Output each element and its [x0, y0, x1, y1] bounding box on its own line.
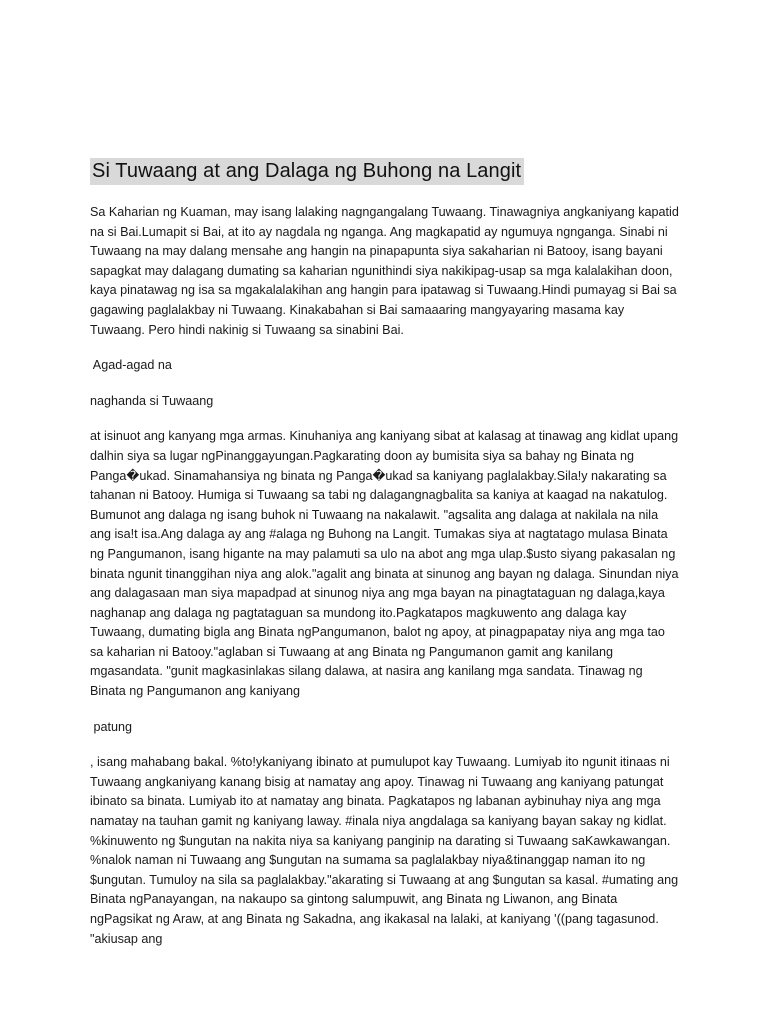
paragraph-6: , isang mahabang bakal. %to!ykaniyang ibinato at pumulupot kay Tuwaang. Lumiyab ito ngunit itinaas ni Tuwaang angkaniyang kanang bisig at namatay ang apoy. Tinawag ni Tuwaang ang kaniyang patungat ibinato sa binata. Lumiyab ito at namatay ang binata. Pagkatapos ng labanan aybinuhay niya ang mga namatay na tauhan gamit ng kaniyang laway. #inala niya angdalaga sa kaniyang bayan sakay ng kidlat. %kinuwento ng $ungutan na nakita niya sa kaniyang panginip na darating si Tuwaang saKawkawangan. %nalok naman ni Tuwaang ang $ungutan na sumama sa paglalakbay niya&tinanggap naman ito ng $ungutan. Tumuloy na sila sa paglalakbay."akarating si Tuwaang at ang $ungutan sa kasal. #umating ang Binata ngPanayangan, na nakaupo sa gintong salumpuwit, ang Binata ng Liwanon, ang Binata ngPagsikat ng Araw, at ang Binata ng Sakadna, ang ikakasal na lalaki, at kaniyang '((pang tagasunod. "akiusap ang	[90, 755, 679, 946]
paragraph-5: patung	[90, 719, 133, 734]
paragraph-2: Agad-agad na	[90, 358, 172, 373]
document-title: Si Tuwaang at ang Dalaga ng Buhong na Langit	[90, 158, 524, 185]
paragraph-4: at isinuot ang kanyang mga armas. Kinuhaniya ang kaniyang sibat at kalasag at tinawag ang kidlat upang dalhin siya sa lugar ngPinanggayungan.Pagkarating doon ay bumisita siya sa bahay ng Binata ng Panga�ukad. Sinamahansiya ng binata ng Panga�ukad sa kaniyang paglalakbay.Sila!y nakarating sa tahanan ni Batooy. Humiga si Tuwaang sa tabi ng dalagangnagbalita sa kaniya at kaagad na nakatulog. Bumunot ang dalaga ng isang buhok ni Tuwaang na nakalawit. "agsalita ang dalaga at nakilala na nila ang isa!t isa.Ang dalaga ay ang #alaga ng Buhong na Langit. Tumakas siya at nagtatago mulasa Binata ng Pangumanon, isang higante na may palamuti sa ulo na abot ang mga ulap.$usto siyang pakasalan ng binata ngunit tinanggihan niya ang alok."agalit ang binata at sinunog ang bayan ng dalaga. Sinundan niya ang dalagasaan man siya mapadpad at sinunog niya ang mga bayan na pinagtataguan ng dalaga,kaya naghanap ang dalaga ng pagtataguan sa mundong ito.Pagkatapos magkuwento ang dalaga kay Tuwaang, dumating bigla ang Binata ngPangumanon, balot ng apoy, at pinagpapatay niya ang mga tao sa kaharian ni Batooy."aglaban si Tuwaang at ang Binata ng Pangumanon gamit ang kanilang mgasandata. "gunit magkasinlakas silang dalawa, at nasira ang kanilang mga sandata. Tinawag ng Binata ng Pangumanon ang kaniyang	[90, 429, 679, 699]
paragraph-3: naghanda si Tuwaang	[90, 393, 214, 408]
document-page	[90, 158, 680, 965]
paragraph-1: Sa Kaharian ng Kuaman, may isang lalaking nagngangalang Tuwaang. Tinawagniya angkaniyang kapatid na si Bai.Lumapit si Bai, at ito ay nagdala ng nganga. Ang magkapatid ay ngumuya ngnganga. Sinabi ni Tuwaang na may dalang mensahe ang hangin na pinapapunta siya sakaharian ni Batooy, isang bayani sapagkat may dalagang dumating sa kaharian ngunithindi siya nakikipag-usap sa mga kalalakihan doon, kaya pinatawag ng isa sa mgakalalakihan ang hangin para ipatawag si Tuwaang.Hindi pumayag si Bai sa gagawing paglalakbay ni Tuwaang. Kinakabahan si Bai samaaaring mangyayaring masama kay Tuwaang. Pero hindi nakinig si Tuwaang sa sinabini Bai.	[90, 205, 679, 337]
